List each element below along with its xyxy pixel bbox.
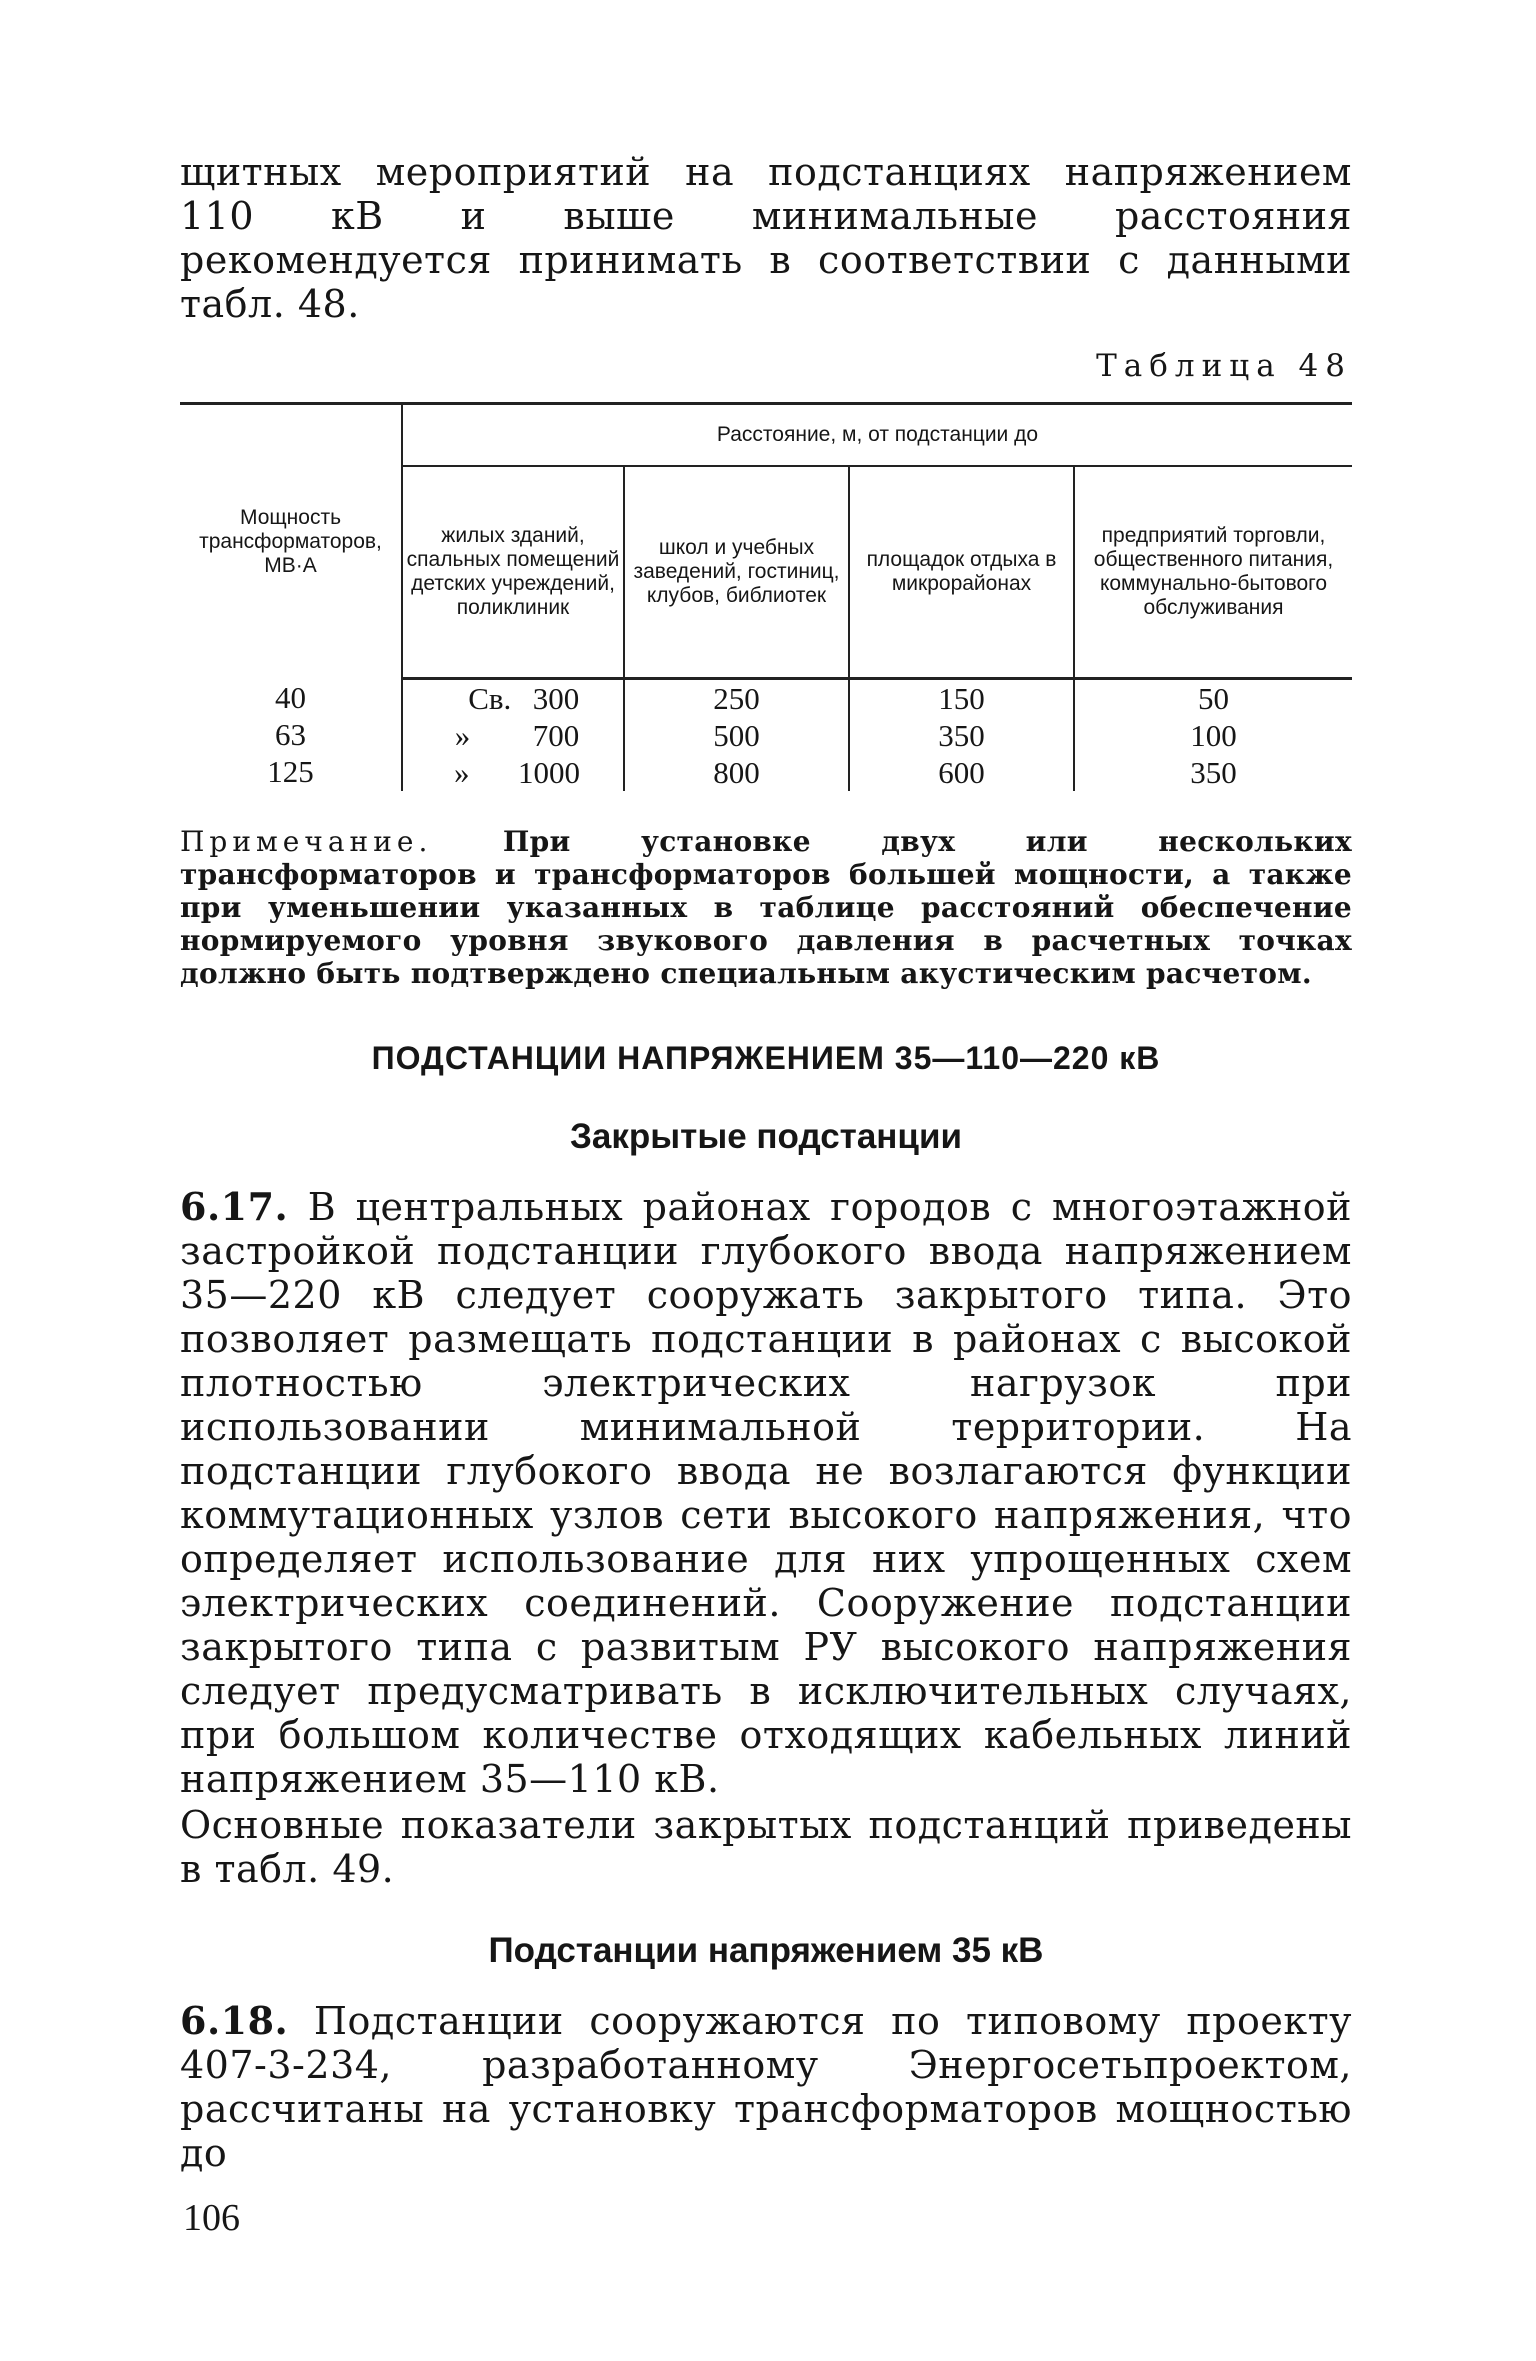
power-cell [180, 679, 402, 792]
residential-mark: » [454, 755, 470, 790]
recreation-value: 600 [938, 755, 985, 790]
paragraph-number: 6.17. [180, 1184, 289, 1229]
enterprises-cell [1074, 679, 1352, 792]
page-number: 106 [183, 2197, 240, 2239]
recreation-cell [849, 679, 1074, 792]
enterprises-value: 100 [1190, 718, 1237, 753]
residential-mark: » [454, 718, 471, 753]
subsection-35kv-heading: Подстанции напряжением 35 кВ [488, 1931, 1044, 1970]
schools-value: 250 [713, 681, 760, 716]
residential-row [403, 754, 623, 791]
header-enterprises: предприятий торговли, общественного питания, коммунально-бытового обслуживания [1074, 466, 1352, 679]
schools-cell [624, 679, 849, 792]
intro-paragraph: щитных мероприятий на подстанциях напряжением 110 кВ и выше минимальные расстояния рекомендуется принимать в соответствии с данными табл. 48. [180, 150, 1352, 326]
residential-value: 1000 [518, 755, 580, 790]
page-content [180, 150, 1352, 2175]
schools-value: 500 [713, 718, 760, 753]
table-title: Таблица 48 [1096, 348, 1352, 384]
header-recreation: площадок отдыха в микрорайонах [849, 466, 1074, 679]
note-label: Примечание. [180, 825, 433, 858]
paragraph-6-18 [180, 1999, 1352, 2175]
header-schools: школ и учебных заведений, гостиниц, клубов, библиотек [624, 466, 849, 679]
power-value: 40 [275, 679, 306, 715]
residential-value: 700 [532, 718, 580, 753]
residential-row [403, 680, 623, 717]
enterprises-value: 350 [1190, 755, 1237, 790]
paragraph-table49-ref: Основные показатели закрытых подстанций приведены в табл. 49. [180, 1803, 1352, 1891]
residential-cell [402, 679, 624, 792]
paragraph-6-17 [180, 1185, 1352, 1801]
schools-value: 800 [713, 755, 760, 790]
recreation-value: 150 [938, 681, 985, 716]
header-distance-group: Расстояние, м, от подстанции до [402, 404, 1352, 467]
note-text: При установке двух или нескольких трансформаторов и трансформаторов большей мощности, а также при уменьшении указанных в таблице расстояний обеспечение нормируемого уровня звукового давления в расчетных точках должно быть подтверждено специальным акустическим расчетом. [180, 825, 1352, 990]
residential-mark: Св. [468, 681, 512, 716]
enterprises-value: 50 [1198, 681, 1229, 716]
power-value: 63 [275, 716, 306, 752]
paragraph-number: 6.18. [180, 1998, 289, 2043]
recreation-value: 350 [938, 718, 985, 753]
section-heading: ПОДСТАНЦИИ НАПРЯЖЕНИЕМ 35—110—220 кВ [371, 1040, 1161, 1076]
table-48 [180, 402, 1352, 791]
header-power: Мощность трансформаторов, МВ·А [199, 505, 382, 577]
table-note [180, 825, 1352, 990]
residential-row [403, 717, 623, 754]
header-residential: жилых зданий, спальных помещений детских учреждений, поликлиник [402, 466, 624, 679]
subsection-closed-heading: Закрытые подстанции [570, 1117, 962, 1156]
residential-value: 300 [532, 681, 580, 716]
paragraph-text: В центральных районах городов с многоэтажной застройкой подстанции глубокого ввода напряжением 35—220 кВ следует сооружать закрытого типа. Это позволяет размещать подстанции в районах с высокой плотностью электрических нагрузок при использовании минимальной территории. На подстанции глубокого ввода не возлагаются функции коммутационных узлов сети высокого напряжения, что определяет использование для них упрощенных схем электрических соединений. Сооружение подстанции закрытого типа с развитым РУ высокого напряжения следует предусматривать в исключительных случаях, при большом количестве отходящих кабельных линий напряжением 35—110 кВ. [180, 1185, 1352, 1801]
power-value: 125 [267, 753, 314, 789]
paragraph-text: Подстанции сооружаются по типовому проекту 407-3-234, разработанному Энергосетьпроектом, рассчитаны на установку трансформаторов мощностью до [180, 1999, 1352, 2175]
